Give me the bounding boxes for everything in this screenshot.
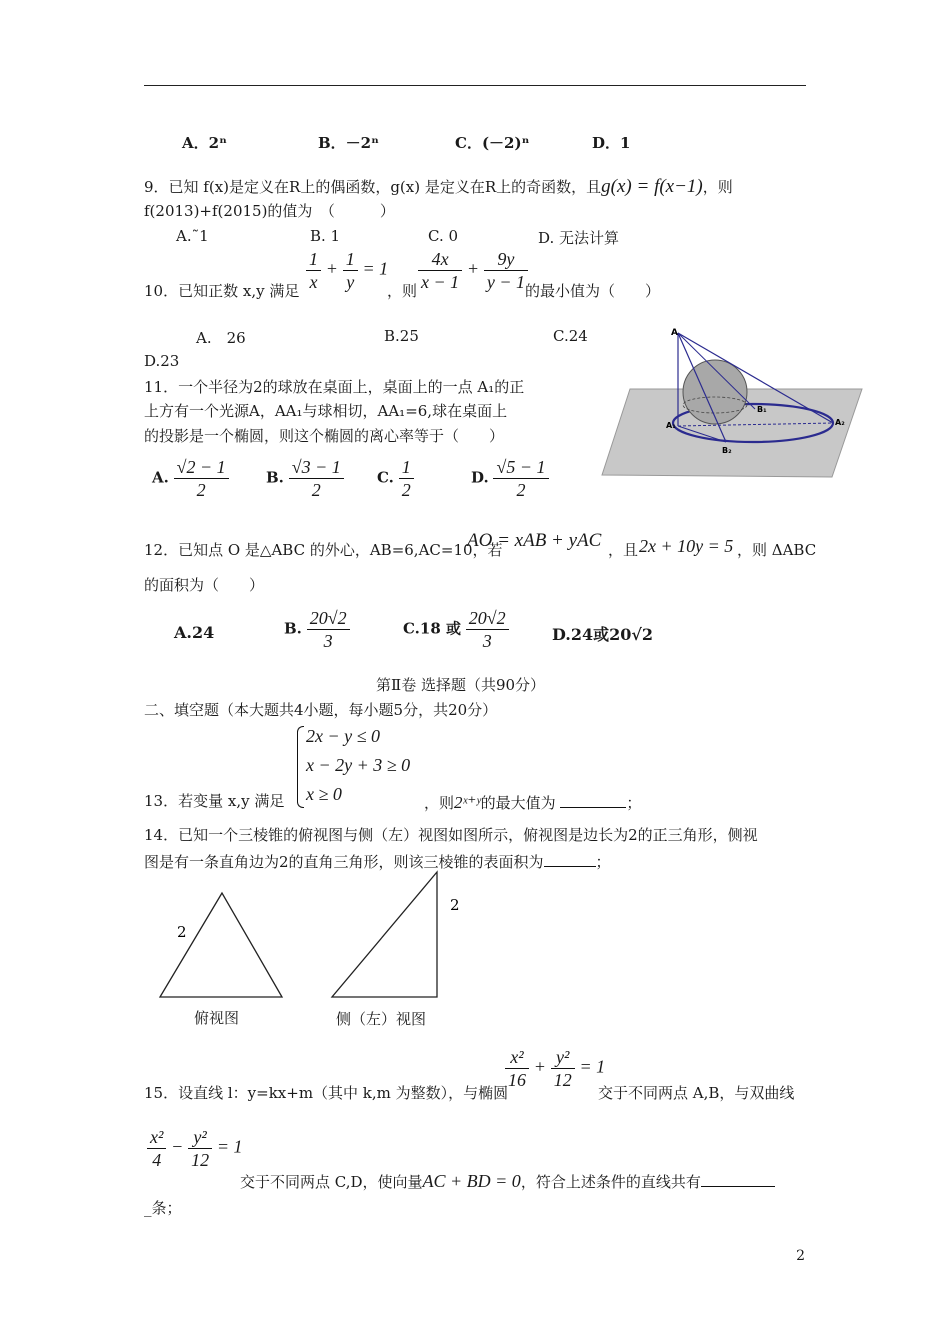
constraint-3: x ≥ 0 [306, 784, 342, 804]
q9-line2: f(2013)+f(2015)的值为 （ ） [144, 202, 395, 220]
q9-formula: g(x) = f(x−1) [601, 176, 703, 197]
q14-line2: 图是有一条直角边为2的直角三角形，则该三棱锥的表面积为 ； [144, 850, 611, 872]
q10-suffix: 的最小值为（ ） [525, 282, 661, 300]
q15-ellipse-equation: $\frac{\text{x²}}{16}$ + $\frac{\text{y²}}{12}$ = 1 [505, 1046, 605, 1091]
q12-line2: 的面积为（ ） [144, 576, 265, 594]
right-triangle [332, 872, 437, 997]
q15-vector-eq: AC + BD = 0 [422, 1171, 521, 1191]
q10-condition: $\frac{1}{x}$ + $\frac{1}{y}$ = 1 [306, 248, 388, 293]
label-a2: A₂ [835, 418, 845, 427]
q11-figure [600, 325, 865, 480]
q15-hyperbola-equation: $\frac{\text{x²}}{4}$ − $\frac{\text{y²}}{12}$ = 1 [147, 1126, 243, 1171]
side-view-side-label: 2 [450, 896, 460, 914]
side-view-caption: 侧（左）视图 [336, 1010, 427, 1028]
q11-option-c: C. $\frac{1}{2}$ [377, 456, 414, 501]
q10-frac-1y: $\frac{1}{y}$ [343, 248, 358, 293]
q9-option-b: B. 1 [310, 227, 341, 245]
q9-option-a: A.˜1 [176, 227, 209, 245]
q13-constraint-system [297, 726, 417, 808]
q14-top-view-triangle [150, 880, 295, 1005]
q10-frac-1x: $\frac{1}{x}$ [306, 248, 321, 293]
q10-option-a: A. 26 [196, 329, 246, 347]
q9-option-c: C. 0 [428, 227, 459, 245]
q12-vector-eq: AO = xAB + yAC [467, 530, 602, 551]
q11-line1: 11．一个半径为2的球放在桌面上，桌面上的一点 A₁的正 [144, 378, 525, 396]
q8-option-b: B．－2ⁿ [318, 134, 379, 152]
part2-title: 第Ⅱ卷 选择题（共90分） [376, 676, 546, 694]
q14-line1: 14．已知一个三棱锥的俯视图与侧（左）视图如图所示，俯视图是边长为2的正三角形，侧视 [144, 826, 758, 844]
q10-middle: ，则 [387, 282, 418, 300]
equilateral-triangle [160, 893, 282, 997]
q15-line3: _条； [144, 1199, 182, 1217]
top-view-caption: 俯视图 [194, 1009, 240, 1027]
q8-option-d: D．1 [592, 134, 631, 152]
page-number: 2 [796, 1248, 805, 1264]
q10-option-b: B.25 [384, 327, 419, 345]
fill-in-section-title: 二、填空题（本大题共4小题，每小题5分，共20分） [144, 701, 498, 719]
label-a1: A₁ [666, 421, 676, 430]
label-b1: B₁ [757, 405, 767, 414]
q10-frac-4x: $\frac{4x}{x - 1}$ [418, 248, 462, 293]
q10-option-c: C.24 [553, 327, 588, 345]
q12-suffix: ，则 ΔABC [737, 541, 817, 559]
q9-line1 [144, 177, 733, 197]
q12-option-c: C.18 或 $\frac{20√2}{3}$ [403, 607, 509, 652]
q11-option-a: A. $\frac{√2 - 1}{2}$ [152, 456, 229, 501]
q11-option-d: D. $\frac{√5 - 1}{2}$ [471, 456, 549, 501]
q9-text-end: ，则 [702, 178, 733, 196]
q15-prefix: 15．设直线 l：y=kx+m（其中 k,m 为整数），与椭圆 [144, 1084, 509, 1102]
top-view-side-label: 2 [177, 923, 187, 941]
q8-option-c: C．(－2)ⁿ [455, 134, 530, 152]
q12-option-a: A.24 [174, 623, 215, 642]
q12-prefix: 12．已知点 O 是△ABC 的外心，AB=6,AC=10，若 [144, 541, 503, 559]
q8-option-a: A．2ⁿ [182, 134, 227, 152]
q14-side-view-triangle [325, 865, 475, 1005]
q13-answer-blank [560, 791, 626, 808]
q9-option-d: D. 无法计算 [538, 229, 620, 247]
constraint-1: 2x − y ≤ 0 [306, 726, 381, 746]
q12-option-d: D.24或20√2 [552, 625, 654, 644]
q13-line [144, 791, 284, 811]
q11-line3: 的投影是一个椭圆，则这个椭圆的离心率等于（ ） [144, 427, 505, 445]
label-a: A [671, 328, 678, 338]
q13-expr: 2ˣ⁺ʸ [454, 793, 481, 812]
label-b2: B₂ [722, 446, 732, 455]
q9-text: 9．已知 f(x)是定义在R上的偶函数，g(x) 是定义在R上的奇函数，且 [144, 178, 602, 196]
q15-mid: 交于不同两点 A,B，与双曲线 [598, 1084, 795, 1102]
system-brace [297, 726, 304, 808]
q11-option-b: B. $\frac{√3 - 1}{2}$ [266, 456, 344, 501]
q15-line2: 交于不同两点 C,D，使向量AC + BD = 0，符合上述条件的直线共有 [240, 1170, 775, 1192]
constraint-2: x − 2y + 3 ≥ 0 [306, 755, 411, 775]
q10-expression: $\frac{4x}{x - 1}$ + $\frac{9y}{y - 1}$ [418, 248, 528, 293]
q13-prefix: 13．若变量 x,y 满足 [144, 792, 285, 810]
q12-linear: 2x + 10y = 5 [639, 536, 734, 556]
q15-answer-blank [701, 1170, 775, 1187]
q14-answer-blank [544, 850, 596, 867]
q10-option-d: D.23 [144, 352, 180, 370]
q11-line2: 上方有一个光源A，AA₁与球相切，AA₁=6,球在桌面上 [144, 402, 508, 420]
q12-option-b: B. $\frac{20√2}{3}$ [284, 607, 350, 652]
q12-mid: ，且 [608, 541, 639, 559]
q13-tail: ，则2ˣ⁺ʸ的最大值为 ； [424, 793, 642, 812]
q10-frac-9y: $\frac{9y}{y - 1}$ [484, 248, 528, 293]
q10-prefix: 10．已知正数 x,y 满足 [144, 282, 300, 300]
header-rule [144, 85, 806, 86]
